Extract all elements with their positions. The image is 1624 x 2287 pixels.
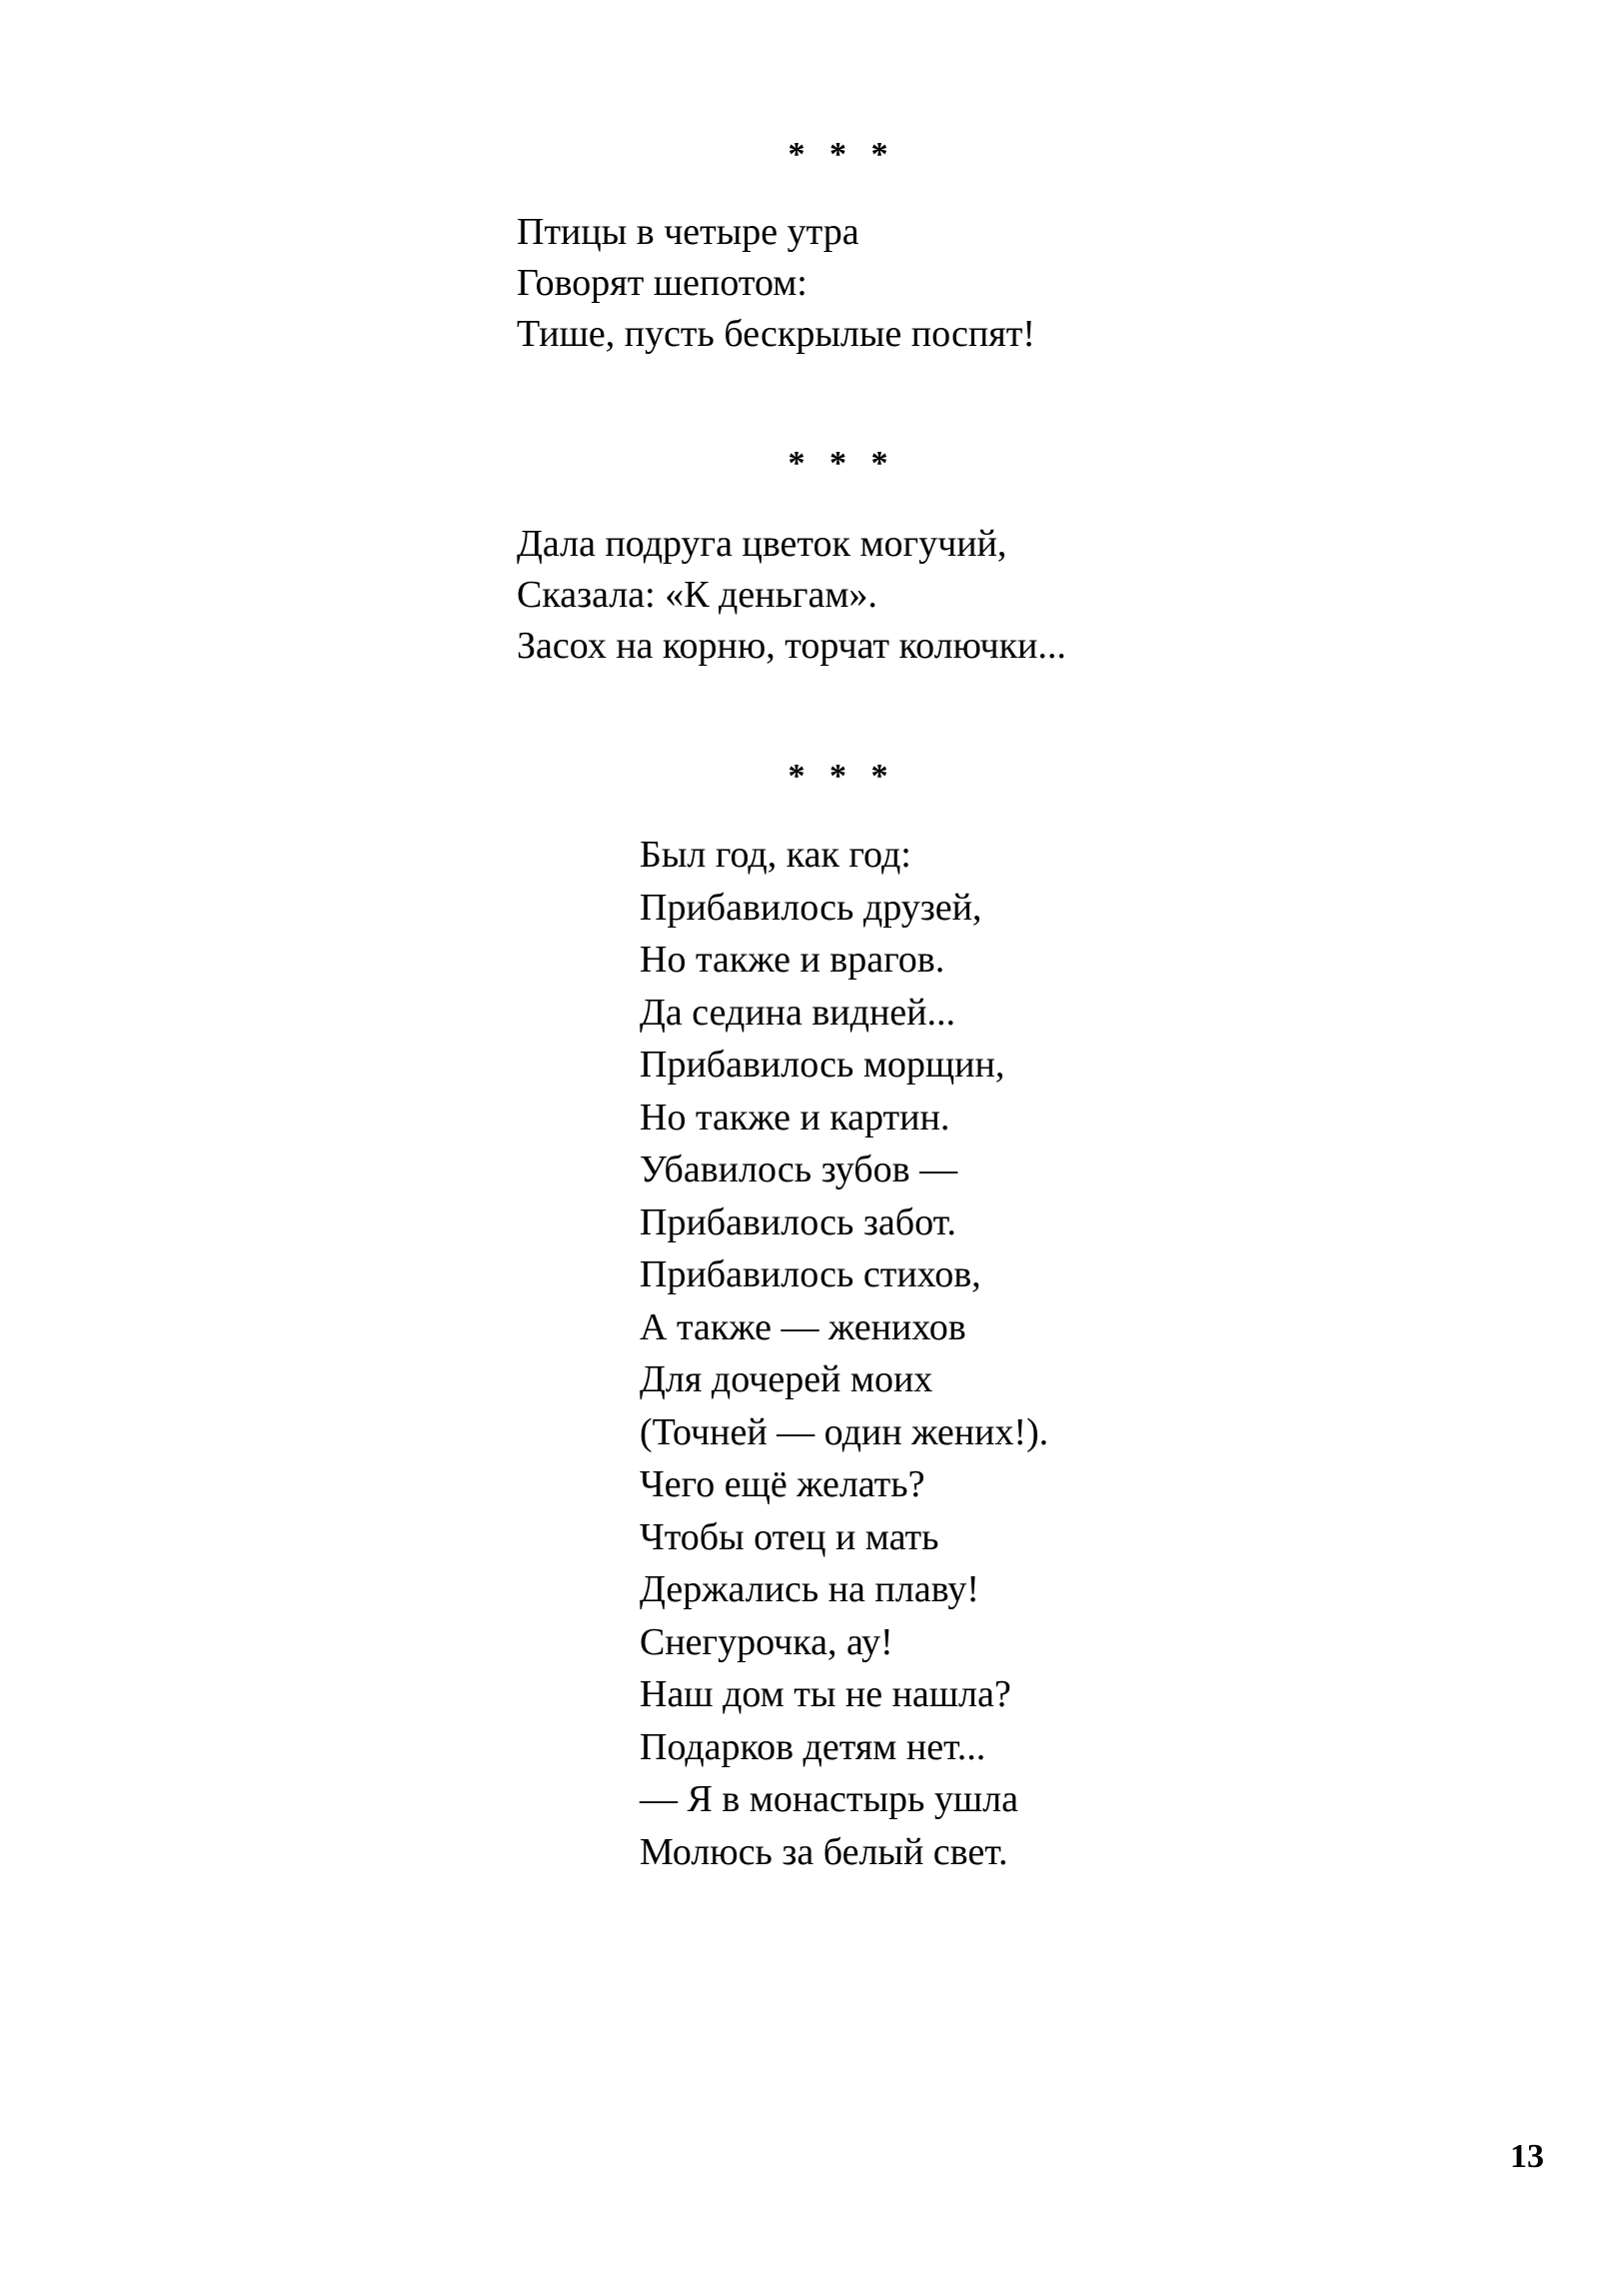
poem-line: Сказала: «К деньгам».	[517, 574, 877, 616]
poem-line: Засох на корню, торчат колючки...	[517, 625, 1066, 667]
poem-line: Говорят шепотом:	[517, 262, 808, 304]
poem-line: Наш дом ты не нашла?	[640, 1673, 1011, 1715]
poem-line: Чего ещё желать?	[640, 1463, 925, 1505]
poem-line: (Точней — один жених!).	[640, 1410, 1049, 1453]
poem-2	[517, 519, 1066, 672]
poem-line: Прибавилось морщин,	[640, 1044, 1005, 1086]
poem-line: Держались на плаву!	[640, 1568, 979, 1610]
poem-line: Прибавилось забот.	[640, 1200, 956, 1243]
page-number: 13	[1510, 2138, 1544, 2175]
poem-line: Молюсь за белый свет.	[640, 1830, 1008, 1873]
section-separator-2: * * *	[788, 445, 896, 482]
poem-line: Чтобы отец и мать	[640, 1515, 939, 1558]
poem-3	[640, 829, 1048, 1878]
poem-line: Был год, как год:	[640, 834, 911, 876]
poem-line: Убавилось зубов —	[640, 1148, 958, 1190]
poem-line: Да седина видней...	[640, 991, 956, 1034]
poem-line: Подарков детям нет...	[640, 1725, 986, 1768]
section-separator-3: * * *	[788, 758, 896, 795]
poem-line: Тише, пусть бескрылые поспят!	[517, 313, 1035, 355]
poem-line: Дала подруга цветок могучий,	[517, 523, 1007, 565]
poem-line: Снегурочка, ау!	[640, 1620, 893, 1663]
poem-line: Но также и картин.	[640, 1096, 950, 1139]
poem-line: Прибавилось друзей,	[640, 886, 982, 929]
poem-line: — Я в монастырь ушла	[640, 1778, 1018, 1820]
poem-line: А также — женихов	[640, 1305, 966, 1348]
poem-line: Но также и врагов.	[640, 939, 945, 981]
poem-line: Прибавилось стихов,	[640, 1253, 981, 1295]
poem-line: Для дочерей моих	[640, 1358, 933, 1400]
poem-line: Птицы в четыре утра	[517, 211, 859, 253]
section-separator-1: * * *	[788, 136, 896, 173]
poem-1	[517, 207, 1035, 360]
